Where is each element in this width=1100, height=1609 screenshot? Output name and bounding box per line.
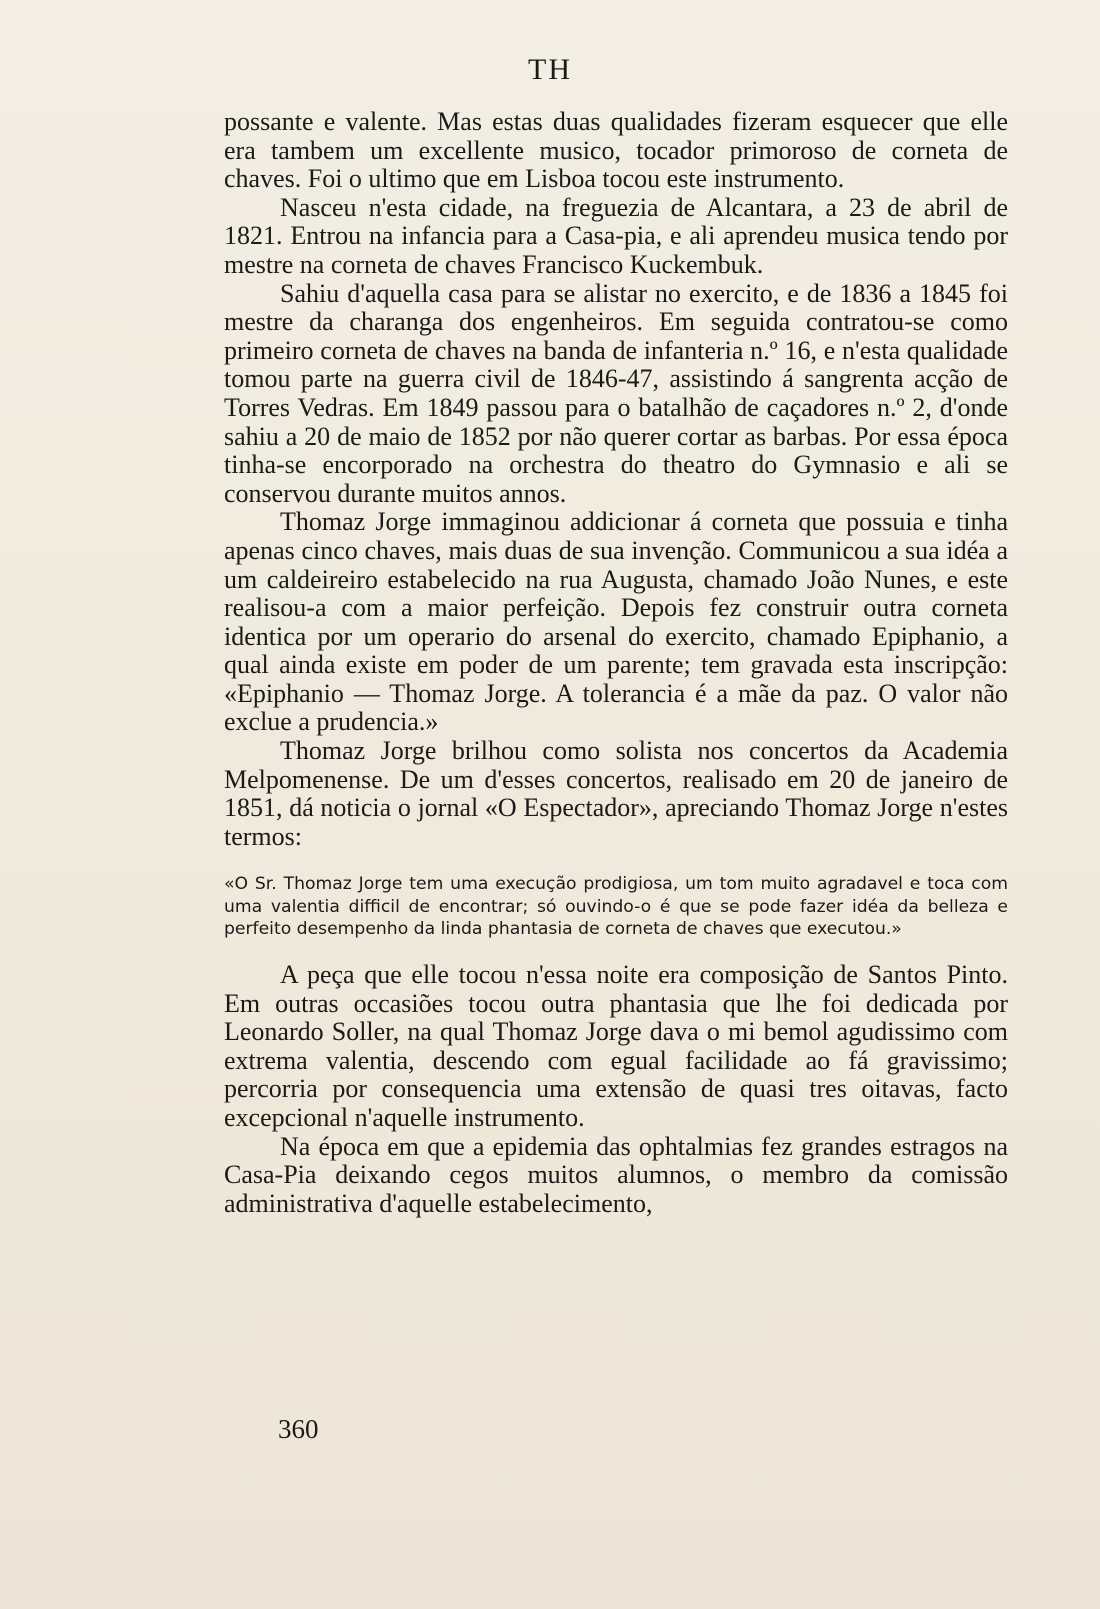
- paragraph: Thomaz Jorge immaginou addicionar á corneta que possuia e tinha apenas cinco chaves, mais duas de sua invenção. Communicou a sua idéa a um caldeireiro estabelecido na rua Augusta, chamado João Nunes, e este realisou-a com a maior perfeição. Depois fez construir outra corneta identica por um operario do arsenal do exercito, chamado Epiphanio, a qual ainda existe em poder de um parente; tem gravada esta inscripção: «Epiphanio — Thomaz Jorge. A tolerancia é a mãe da paz. O valor não exclue a prudencia.»: [224, 507, 1008, 737]
- block-quote: «O Sr. Thomaz Jorge tem uma execução prodigiosa, um tom muito agradavel e toca com uma valentia difficil de encontrar; só ouvindo-o é que se pode fazer idéa da belleza e perfeito desempenho da linda phantasia de corneta de chaves que executou.»: [224, 874, 1008, 940]
- paragraph: Nasceu n'esta cidade, na freguezia de Alcantara, a 23 de abril de 1821. Entrou na infancia para a Casa-pia, e ali aprendeu musica tendo por mestre na corneta de chaves Francisco Kuckembuk.: [224, 192, 1008, 279]
- running-head: TH: [528, 53, 572, 86]
- paragraph: possante e valente. Mas estas duas qualidades fizeram esquecer que elle era tambem um excellente musico, tocador primoroso de corneta de chaves. Foi o ultimo que em Lisboa tocou este instrumento.: [224, 107, 1008, 194]
- paragraph: Sahiu d'aquella casa para se alistar no exercito, e de 1836 a 1845 foi mestre da charanga dos engenheiros. Em seguida contratou-se como primeiro corneta de chaves na banda de infanteria n.º 16, e n'esta qualidade tomou parte na guerra civil de 1846-47, assistindo á sangrenta acção de Torres Vedras. Em 1849 passou para o batalhão de caçadores n.º 2, d'onde sahiu a 20 de maio de 1852 por não querer cortar as barbas. Por essa época tinha-se encorporado na orchestra do theatro do Gymnasio e ali se conservou durante muitos annos.: [224, 278, 1008, 508]
- paragraph: A peça que elle tocou n'essa noite era composição de Santos Pinto. Em outras occasiões tocou outra phantasia que lhe foi dedicada por Leonardo Soller, na qual Thomaz Jorge dava o mi bemol agudissimo com extrema valentia, descendo com egual facilidade ao fá gravissimo; percorria por consequencia uma extensão de quasi tres oitavas, facto excepcional n'aquelle instrumento.: [224, 959, 1008, 1132]
- page-number: 360: [278, 1414, 319, 1444]
- paragraph: Thomaz Jorge brilhou como solista nos concertos da Academia Melpomenense. De um d'esses concertos, realisado em 20 de janeiro de 1851, dá noticia o jornal «O Espectador», apreciando Thomaz Jorge n'estes termos:: [224, 736, 1008, 851]
- paragraph: Na época em que a epidemia das ophtalmias fez grandes estragos na Casa-Pia deixando cegos muitos alumnos, o membro da comissão administrativa d'aquelle estabelecimento,: [224, 1131, 1008, 1218]
- text-block: [224, 108, 1008, 1218]
